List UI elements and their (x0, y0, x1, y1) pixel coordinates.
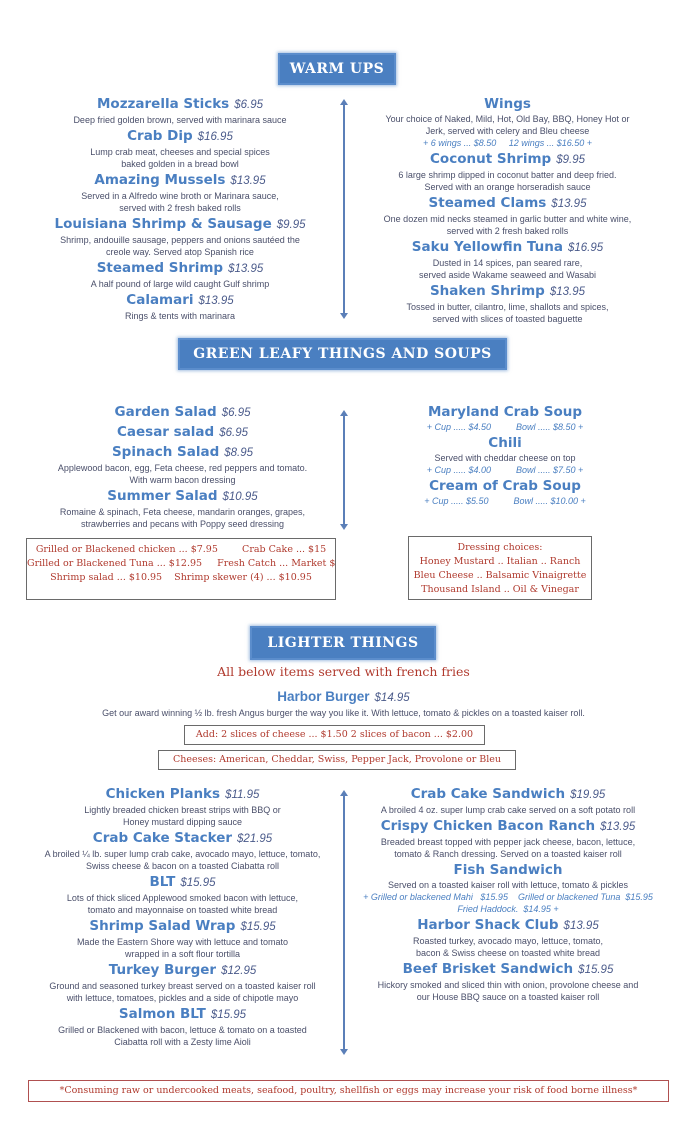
section-banner-lighter-things: LIGHTER THINGS (252, 628, 434, 658)
item-name: Caesar salad (116, 424, 215, 440)
item-options: + 6 wings ... $8.50 12 wings ... $16.50 + (422, 138, 593, 148)
section-banner-green-leafy: GREEN LEAFY THINGS AND SOUPS (180, 340, 505, 368)
addon-line: Shrimp salad ... $10.95 Shrimp skewer (4) ... $10.95 (50, 572, 312, 583)
item-description: Shrimp, andouille sausage, peppers and onions sautéed the (60, 235, 300, 245)
column-divider-arrow (343, 415, 345, 525)
item-name: Beef Brisket Sandwich (402, 961, 574, 977)
item-description: served with 2 fresh baked rolls (119, 203, 241, 213)
item-name: Steamed Clams (428, 195, 547, 211)
menu-item (40, 172, 320, 214)
item-name: Crispy Chicken Bacon Ranch (380, 818, 596, 834)
item-price: $14.95 (374, 692, 410, 704)
menu-item (365, 195, 650, 237)
menu-item (40, 444, 325, 486)
item-price: $13.95 (228, 263, 264, 275)
warm-ups-left-column (40, 96, 320, 324)
item-name: Saku Yellowfin Tuna (411, 239, 563, 255)
item-name: Crab Cake Stacker (92, 830, 233, 846)
item-price: $13.95 (600, 821, 636, 833)
warm-ups-right-column (365, 96, 650, 327)
lighter-right-column (352, 786, 664, 1005)
lighter-left-column (30, 786, 335, 1050)
menu-item (40, 424, 325, 442)
item-price: $13.95 (549, 286, 586, 298)
item-price: $9.95 (556, 154, 585, 166)
item-description: served aside Wakame seaweed and Wasabi (419, 270, 596, 280)
featured-item-harbor-burger (0, 688, 687, 719)
item-price: $19.95 (570, 789, 606, 801)
item-price: $21.95 (237, 833, 273, 845)
item-name: Harbor Burger (277, 689, 370, 704)
item-name: Steamed Shrimp (96, 260, 224, 276)
item-description: Honey mustard dipping sauce (122, 817, 243, 827)
item-price: $15.95 (578, 964, 614, 976)
dressing-line: Thousand Island .. Oil & Vinegar (421, 584, 579, 595)
item-description: 6 large shrimp dipped in coconut batter and deep fried. (398, 170, 617, 180)
green-leafy-left-column (40, 404, 325, 532)
green-leafy-right-column (380, 404, 630, 509)
item-description: served with 2 fresh baked rolls (446, 226, 569, 236)
item-description: Breaded breast topped with pepper jack cheese, bacon, lettuce, (380, 837, 636, 847)
item-description: Ground and seasoned turkey breast served on a toasted kaiser roll (49, 981, 316, 991)
item-price: $8.95 (224, 447, 254, 459)
item-options: + Cup ..... $4.00 Bowl ..... $7.50 + (426, 465, 584, 475)
item-description: With warm bacon dressing (129, 475, 236, 485)
item-description: Your choice of Naked, Mild, Hot, Old Bay, BBQ, Honey Hot or (385, 114, 630, 124)
menu-item (40, 488, 325, 530)
item-name: Garden Salad (114, 404, 217, 420)
item-description: A broiled 4 oz. super lump crab cake served on a soft potato roll (380, 805, 636, 815)
item-description: our House BBQ sauce on a toasted kaiser roll (416, 992, 600, 1002)
item-description: Hickory smoked and sliced thin with onion, provolone cheese and (377, 980, 639, 990)
item-name: Chicken Planks (105, 786, 221, 802)
menu-item (30, 962, 335, 1004)
item-name: Chili (488, 435, 522, 451)
item-price: $13.95 (198, 295, 234, 307)
item-description: Lightly breaded chicken breast strips with BBQ or (84, 805, 281, 815)
column-divider-arrow (343, 104, 345, 314)
item-name: Maryland Crab Soup (427, 404, 583, 420)
menu-item (380, 478, 630, 507)
dressing-line: Bleu Cheese .. Balsamic Vinaigrette (413, 570, 587, 581)
item-description: Lots of thick sliced Applewood smoked bacon with lettuce, (66, 893, 299, 903)
column-divider-arrow (343, 795, 345, 1050)
menu-item (352, 818, 664, 860)
menu-item (40, 96, 320, 126)
menu-item (380, 435, 630, 476)
item-description: bacon & Swiss cheese on toasted white bread (415, 948, 601, 958)
item-description: Tossed in butter, cilantro, lime, shallots and spices, (406, 302, 609, 312)
item-description: served with slices of toasted baguette (432, 314, 583, 324)
item-description: Swiss cheese & bacon on a toasted Ciabatta roll (85, 861, 280, 871)
item-price: $13.95 (563, 920, 599, 932)
menu-item (30, 918, 335, 960)
item-description: Romaine & spinach, Feta cheese, mandarin oranges, grapes, (59, 507, 306, 517)
dressing-choices-box (408, 536, 592, 600)
item-name: Calamari (126, 292, 194, 308)
item-description: Served on a toasted kaiser roll with lettuce, tomato & pickles (387, 880, 629, 890)
item-name: Turkey Burger (108, 962, 217, 978)
menu-item (352, 961, 664, 1003)
item-price: $15.95 (240, 921, 276, 933)
cheeses-box: Cheeses: American, Cheddar, Swiss, Pepper Jack, Provolone or Bleu (158, 750, 516, 770)
item-description: tomato and mayonnaise on toasted white bread (87, 905, 278, 915)
item-price: $9.95 (276, 219, 306, 231)
item-description: Served in a Alfredo wine broth or Marinara sauce, (81, 191, 279, 201)
food-safety-disclaimer: *Consuming raw or undercooked meats, seafood, poultry, shellfish or eggs may increase your risk of food borne illness* (28, 1080, 669, 1102)
item-price: $6.95 (221, 407, 251, 419)
item-description: tomato & Ranch dressing. Served on a toasted kaiser roll (394, 849, 622, 859)
item-name: Summer Salad (107, 488, 218, 504)
item-price: $15.95 (180, 877, 216, 889)
lighter-subtitle: All below items served with french fries (217, 664, 470, 679)
item-description: baked golden in a bread bowl (121, 159, 239, 169)
item-description: Ciabatta roll with a Zesty lime Aioli (114, 1037, 251, 1047)
menu-item (352, 862, 664, 915)
menu-item (365, 283, 650, 325)
item-name: Amazing Mussels (94, 172, 226, 188)
add-ons-box: Add: 2 slices of cheese ... $1.50 2 slices of bacon ... $2.00 (184, 725, 485, 745)
item-price: $6.95 (219, 427, 248, 439)
item-name: Salmon BLT (118, 1006, 206, 1022)
item-description: Get our award winning ½ lb. fresh Angus burger the way you like it. With lettuce, tomato & pickles on a toasted kaiser roll. (102, 708, 585, 718)
item-description: creole way. Served atop Spanish rice (106, 247, 254, 257)
item-description: Made the Eastern Shore way with lettuce and tomato (76, 937, 289, 947)
menu-item (365, 239, 650, 281)
item-description: Grilled or Blackened with bacon, lettuce & tomato on a toasted (58, 1025, 307, 1035)
menu-item (365, 151, 650, 193)
item-description: A broiled ¼ lb. super lump crab cake, avocado mayo, lettuce, tomato, (44, 849, 321, 859)
item-name: Coconut Shrimp (430, 151, 552, 167)
item-price: $12.95 (221, 965, 257, 977)
menu-item (40, 260, 320, 290)
menu-item (352, 786, 664, 816)
item-name: Louisiana Shrimp & Sausage (54, 216, 272, 232)
dressing-line: Dressing choices: (457, 542, 543, 553)
item-name: Shrimp Salad Wrap (89, 918, 236, 934)
item-description: strawberries and pecans with Poppy seed dressing (80, 519, 285, 529)
menu-item (30, 830, 335, 872)
item-description: Roasted turkey, avocado mayo, lettuce, tomato, (413, 936, 603, 946)
addon-line: Grilled or Blackened chicken ... $7.95 Crab Cake ... $15 (35, 544, 327, 555)
salad-addons-box (26, 538, 336, 600)
item-description: Served with cheddar cheese on top (434, 453, 576, 463)
item-price: $16.95 (197, 131, 233, 143)
menu-item (365, 96, 650, 149)
menu-item (30, 874, 335, 916)
menu-item (30, 786, 335, 828)
menu-item (40, 292, 320, 322)
item-description: Applewood bacon, egg, Feta cheese, red peppers and tomato. (57, 463, 308, 473)
item-description: Lump crab meat, cheeses and special spices (90, 147, 270, 157)
item-price: $13.95 (230, 175, 266, 187)
item-price: $11.95 (225, 789, 260, 801)
item-description: with lettuce, tomatoes, pickles and a side of chipotle mayo (66, 993, 299, 1003)
menu-item (30, 1006, 335, 1048)
menu-item (352, 917, 664, 959)
menu-item (40, 216, 320, 258)
item-description: Dusted in 14 spices, pan seared rare, (432, 258, 583, 268)
menu-item (380, 404, 630, 433)
item-price: $10.95 (222, 491, 258, 503)
item-description: Jerk, served with celery and Bleu cheese (425, 126, 590, 136)
dressing-line: Honey Mustard .. Italian .. Ranch (419, 556, 581, 567)
item-name: Mozzarella Sticks (96, 96, 230, 112)
item-options: + Grilled or blackened Mahi $15.95 Grilled or blackened Tuna $15.95 (363, 892, 653, 902)
item-name: Crab Cake Sandwich (410, 786, 566, 802)
item-price: $15.95 (210, 1009, 247, 1021)
item-description: One dozen mid necks steamed in garlic butter and white wine, (383, 214, 632, 224)
item-price: $13.95 (551, 198, 587, 210)
item-name: Cream of Crab Soup (429, 478, 581, 494)
item-name: Spinach Salad (111, 444, 220, 460)
item-price: $16.95 (568, 242, 604, 254)
item-name: Harbor Shack Club (417, 917, 559, 933)
item-name: Crab Dip (127, 128, 193, 144)
item-name: Fish Sandwich (453, 862, 563, 878)
item-price: $6.95 (234, 99, 263, 111)
item-options: + Cup ..... $5.50 Bowl ..... $10.00 + (424, 496, 586, 506)
item-name: BLT (149, 874, 176, 890)
addon-line: Grilled or Blackened Tuna ... $12.95 Fresh Catch ... Market $ (27, 558, 336, 569)
item-description: Served with an orange horseradish sauce (424, 182, 591, 192)
menu-item (40, 128, 320, 170)
item-name: Wings (484, 96, 531, 112)
item-options: Fried Haddock. $14.95 + (457, 904, 559, 914)
item-description: A half pound of large wild caught Gulf shrimp (90, 279, 270, 289)
item-description: Deep fried golden brown, served with marinara sauce (73, 115, 287, 125)
section-banner-warm-ups: WARM UPS (280, 55, 394, 83)
item-description: wrapped in a soft flour tortilla (124, 949, 241, 959)
item-name: Shaken Shrimp (429, 283, 545, 299)
item-description: Rings & tents with marinara (124, 311, 236, 321)
item-options: + Cup ..... $4.50 Bowl ..... $8.50 + (426, 422, 584, 432)
menu-item (40, 404, 325, 422)
